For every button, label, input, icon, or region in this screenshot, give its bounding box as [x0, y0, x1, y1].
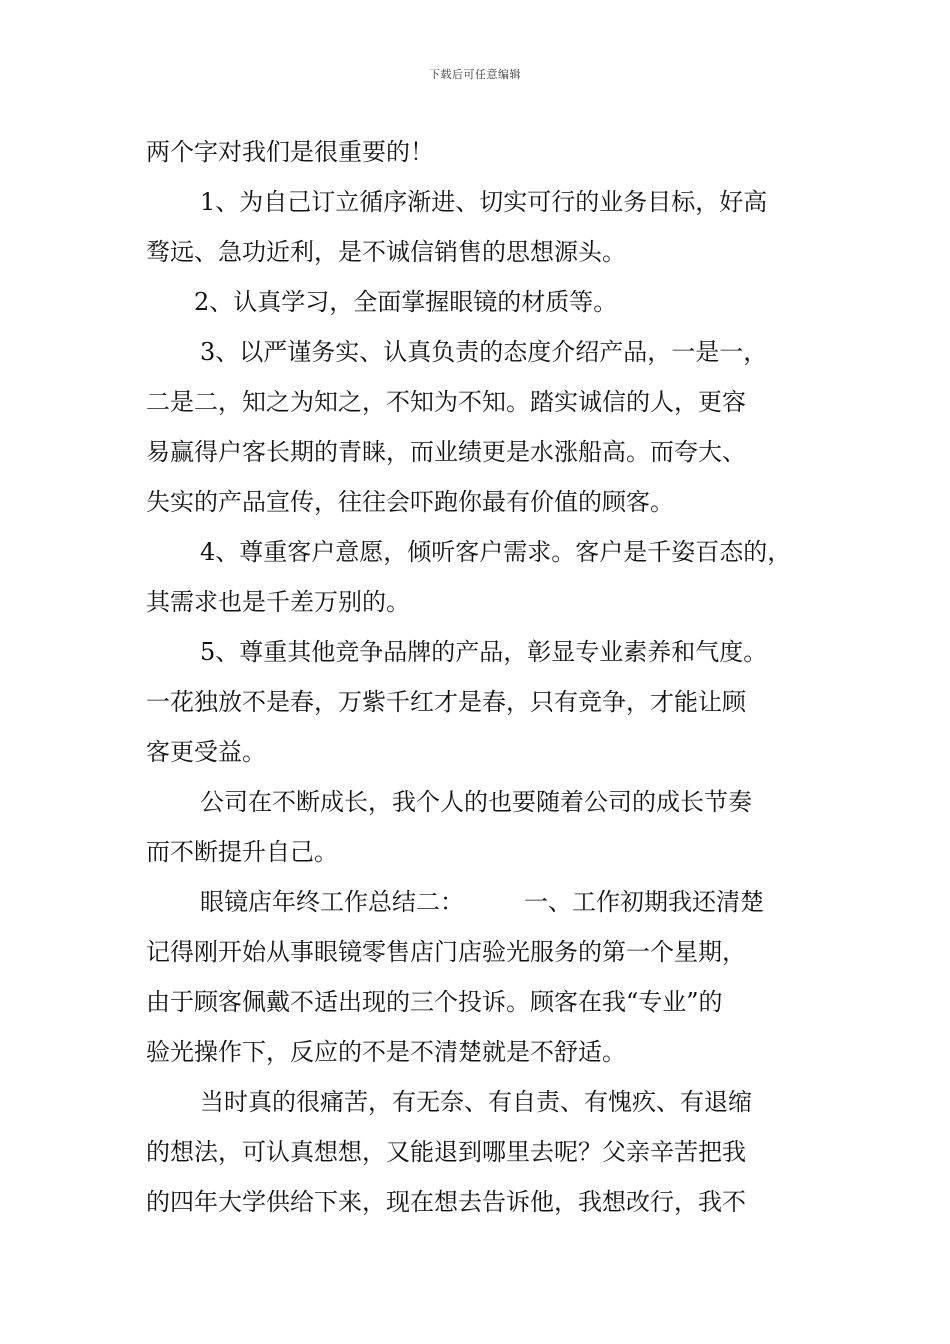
text-line: 公司在不断成长，我个人的也要随着公司的成长节奏: [200, 788, 752, 816]
text-line: 由于顾客佩戴不适出现的三个投诉。顾客在我“专业”的: [146, 988, 723, 1016]
text-line: 二是二，知之为知之，不知为不知。踏实诚信的人，更容: [146, 388, 746, 416]
text-line: 4、尊重客户意愿，倾听客户需求。客户是千姿百态的，: [200, 538, 792, 566]
text-line: 而不断提升自己。: [146, 838, 338, 866]
text-line: 一花独放不是春，万紫千红才是春，只有竞争，才能让顾: [146, 688, 746, 716]
text-line: 记得刚开始从事眼镜零售店门店验光服务的第一个星期，: [146, 938, 746, 966]
text-line: 眼镜店年终工作总结二： 一、工作初期我还清楚: [200, 888, 764, 916]
text-line: 客更受益。: [146, 738, 266, 766]
page-header: 下载后可任意编辑: [429, 68, 521, 81]
text-line: 两个字对我们是很重要的！: [146, 138, 434, 166]
text-line: 5、尊重其他竞争品牌的产品，彰显专业素养和气度。: [200, 638, 768, 666]
text-line: 验光操作下，反应的不是不清楚就是不舒适。: [146, 1038, 626, 1066]
text-line: 其需求也是千差万别的。: [146, 588, 410, 616]
document-body: [146, 127, 808, 1227]
text-line: 当时真的很痛苦，有无奈、有自责、有愧疚、有退缩: [200, 1088, 752, 1116]
text-line: 的四年大学供给下来，现在想去告诉他，我想改行，我不: [146, 1188, 746, 1216]
text-line: 易赢得户客长期的青睐，而业绩更是水涨船高。而夸大、: [146, 438, 746, 466]
text-line: 骛远、急功近利，是不诚信销售的思想源头。: [146, 238, 626, 266]
text-line: 2、认真学习，全面掌握眼镜的材质等。: [194, 288, 618, 316]
text-line: 的想法，可认真想想，又能退到哪里去呢？父亲辛苦把我: [146, 1138, 746, 1166]
text-line: 3、以严谨务实、认真负责的态度介绍产品，一是一，: [200, 338, 768, 366]
text-line: 失实的产品宣传，往往会吓跑你最有价值的顾客。: [146, 488, 674, 516]
text-line: 1、为自己订立循序渐进、切实可行的业务目标，好高: [200, 188, 768, 216]
